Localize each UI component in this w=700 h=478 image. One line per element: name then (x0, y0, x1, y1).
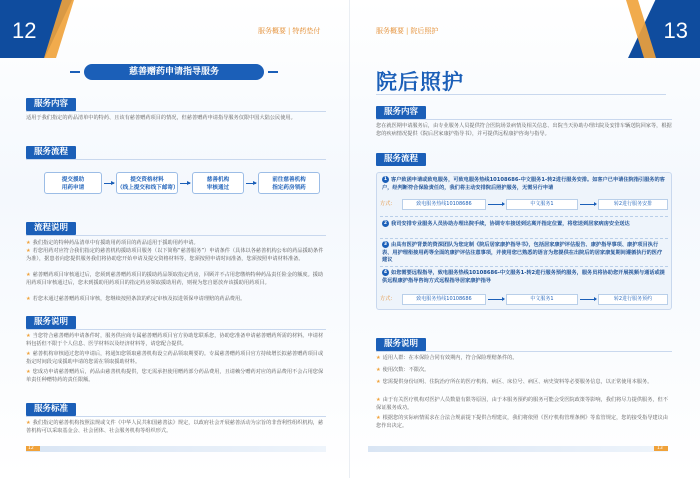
explain-bullet: ★ 我们指定的特种药品清单中有援助用药项目的药品适用于援助用药申请。 (26, 240, 199, 246)
page-title: 院后照护 (376, 70, 464, 94)
method-chip: 中文服务1 (506, 199, 578, 210)
divider (26, 111, 326, 112)
section-heading-standard: 服务标准 (26, 403, 76, 416)
notes-bullet: ★ 当您符合慈善赠药申请条件时，服务供应商专属慈善赠药项目官方协助您联系您，协助您准备申请慈善赠药所需的材料。申请材料包括但不限于个人信息、医学材料以及经济材料等，请您配合提供。 (26, 333, 324, 347)
standard-bullet: ★ 我们指定的慈善机构按照法规或文件《中华人民共和国慈善法》规定，以政府社会开展慈善活动为宗旨的非营利性组织机构，慈善机构可以采取基金会、社会团体、社会服务机构等组织形式。 (26, 420, 324, 434)
star-icon: ★ (376, 355, 381, 361)
star-icon: ★ (376, 415, 381, 421)
star-icon: ★ (376, 397, 381, 403)
method-row: 方式： 致电服务热线10108686 中文服务1 转2进行服务安排 (380, 199, 670, 210)
divider (376, 94, 666, 95)
process-step: 2 我司安排专业服务人员协助办理出院手续，协调专车接送到达离开指定位置，将您送到居家病房安全送达 (383, 221, 630, 227)
flow-arrow (180, 183, 190, 184)
method-chip: 转2进行服务安排 (598, 199, 668, 210)
star-icon: ★ (26, 240, 31, 246)
star-icon: ★ (26, 369, 31, 375)
section-heading-notes: 服务说明 (26, 316, 76, 329)
footer-page-number: 12 (28, 446, 34, 451)
section-heading-process: 服务流程 (26, 146, 76, 159)
process-step: 3 由具有医护背景的资深团队为您定制《院后居家康护指导书》，包括居家康护评估报告、康护指导事项、康护项目执行表、用护理衔接用药等全面的康护评估注意事项，并使用您已熟悉的语言为您提供在出院后的居家康复期间遵循执行的医疗建议 (382, 242, 663, 264)
page-number: 13 (663, 18, 688, 43)
star-icon: ★ (376, 379, 381, 385)
page-number: 12 (12, 18, 37, 43)
section-heading-content: 服务内容 (376, 106, 426, 119)
flow-arrow (488, 299, 504, 300)
star-icon: ★ (26, 420, 31, 426)
running-head: 服务概要 | 院后照护 (376, 27, 439, 35)
flow-arrow (488, 204, 504, 205)
section-heading-process: 服务流程 (376, 153, 426, 166)
notes-bullet: ★ 您需提供身份证明、住院治疗所在的医疗机构、病区、床位号、病区、病史资料等必要服务信息，以正常使用本服务。 (376, 379, 653, 385)
explain-bullet: ★ 若您用药对应符合我们指定的慈善机构援助项目服务（以下简称“慈善服务”）申请条件（具体以各慈善机构公布的药品援助条件为准），据患者向您提供服务我们将协助您开始申请及提交资格材料等，您须按照申请时间准备，您须按照申请材料准备。 (26, 248, 324, 262)
process-step: 4 如您需要远程指导，致电服务热线10108686-中文服务1-转2进行服务预约服务，服务员将协助您开展视频与通话或提供远程康护指导咨询方式远程指导居家康护指导 (382, 270, 665, 284)
content-text: 您在就医期申请服务后，由专业服务人员提供符合医院场景病情及相关信息、出院当天协助办理出院及安排车辆送院回家等，根据您的疾病情况提供《院后居家康护指导书》，并可提供远程康护咨询与指导。 (376, 123, 672, 138)
section-heading-notes: 服务说明 (376, 338, 426, 351)
footer-bar (26, 446, 326, 452)
running-head-item: 特药垫付 (292, 27, 321, 35)
flow-arrow (580, 204, 596, 205)
footer-page-number: 13 (657, 446, 663, 451)
divider (380, 216, 668, 217)
flow-step-1: 提交援助 用药申请 (44, 172, 102, 194)
section-heading-content: 服务内容 (26, 98, 76, 111)
divider (380, 266, 668, 267)
notes-bullet: ★ 根据您的实际病情需求在合法合规前提下提供合理建议，我们将依照《医疗机构管理条例》等监管规定，您的接受指导建议由您作出决定。 (376, 415, 668, 429)
divider (376, 351, 672, 352)
process-step: 1 客户致函申请或致电服务，可致电服务热线10108686-中文服务1-转2进行服务安排。如客户已申请住院指引服务的客户，经判断符合保险责任的，我们将主动安排院后照护服务，无需另行申请 (382, 177, 665, 191)
banner-title: 慈善赠药申请指导服务 (84, 64, 264, 80)
footer-bar (368, 446, 668, 452)
running-head-item: 服务概要 (258, 27, 286, 35)
notes-bullet: ★ 您成功申请慈善赠药后，药品由慈善机构提供，您无需承担使用赠药部分药品费用，且请赖分赠药对应的药品费用不会占用您保单责任种赠特药的责任限额。 (26, 369, 324, 383)
method-chip: 致电服务热线10108686 (402, 294, 486, 305)
star-icon: ★ (26, 333, 31, 339)
method-chip: 中文服务1 (506, 294, 578, 305)
running-head-item: 院后照护 (410, 27, 439, 35)
notes-bullet: ★ 由于有关医疗机构对医护人员数量有限等原因，由于本服务预约的服务可能会受医院政策等影响，我们将尽力提供服务，但不保证服务成功。 (376, 397, 668, 411)
divider (26, 235, 326, 236)
flow-step-4: 前往慈善机构 指定药房领药 (258, 172, 320, 194)
divider (380, 238, 668, 239)
section-heading-explain: 流程说明 (26, 222, 76, 235)
method-chip: 致电服务热线10108686 (402, 199, 486, 210)
divider (26, 159, 326, 160)
divider (376, 119, 672, 120)
star-icon: ★ (376, 367, 381, 373)
flow-step-2: 提交资格材料 （线上提交和线下邮寄） (116, 172, 178, 194)
content-text: 适用于我们指定的药品清单中的特药、且该有慈善赠药项目的情况，但慈善赠药申请指导服务仅限中国大陆公民使用。 (26, 115, 296, 121)
notes-bullet: ★ 慈善机构审核通过您的申请后，将通知您领取慈善机构设立药品领取期要的。专属慈善赠药项目官方持续增长拟慈善赠药项目或指定时间段完成援助申请的您需在领取援助材料。 (26, 351, 324, 365)
star-icon: ★ (26, 351, 31, 357)
notes-bullet: ★ 适用人群：在本保险合同有效期内，符合保险理赔条件的。 (376, 355, 518, 361)
flow-arrow (246, 183, 256, 184)
divider (26, 329, 326, 330)
running-head-item: 服务概要 (376, 27, 404, 35)
star-icon: ★ (26, 296, 31, 302)
notes-bullet: ★ 使用次数：不限次。 (376, 367, 430, 373)
star-icon: ★ (26, 272, 31, 278)
method-row: 方式： 致电服务热线10108686 中文服务1 转2进行服务预约 (380, 294, 670, 305)
flow-arrow (580, 299, 596, 300)
running-head: 服务概要 | 特药垫付 (258, 27, 321, 35)
method-chip: 转2进行服务预约 (598, 294, 668, 305)
divider (26, 416, 326, 417)
explain-bullet: ★ 若您未通过慈善赠药项目审核，您继续按照条款的约定审核及拟进领保申请理赔的药品费用。 (26, 296, 246, 302)
flow-arrow (104, 183, 114, 184)
star-icon: ★ (26, 248, 31, 254)
explain-bullet: ★ 慈善赠药项目审核通过后，您须到慈善赠药项目的援助药品领取指定药房，回顾并不占用您缴纳特种药品责任险金的额度。援助用药项目审核通过后，您未到援助用药项目的指定药房领取援助用药，则视为您自愿放弃该援助用药项目。 (26, 272, 324, 286)
flow-step-3: 慈善机构 审核通过 (192, 172, 244, 194)
